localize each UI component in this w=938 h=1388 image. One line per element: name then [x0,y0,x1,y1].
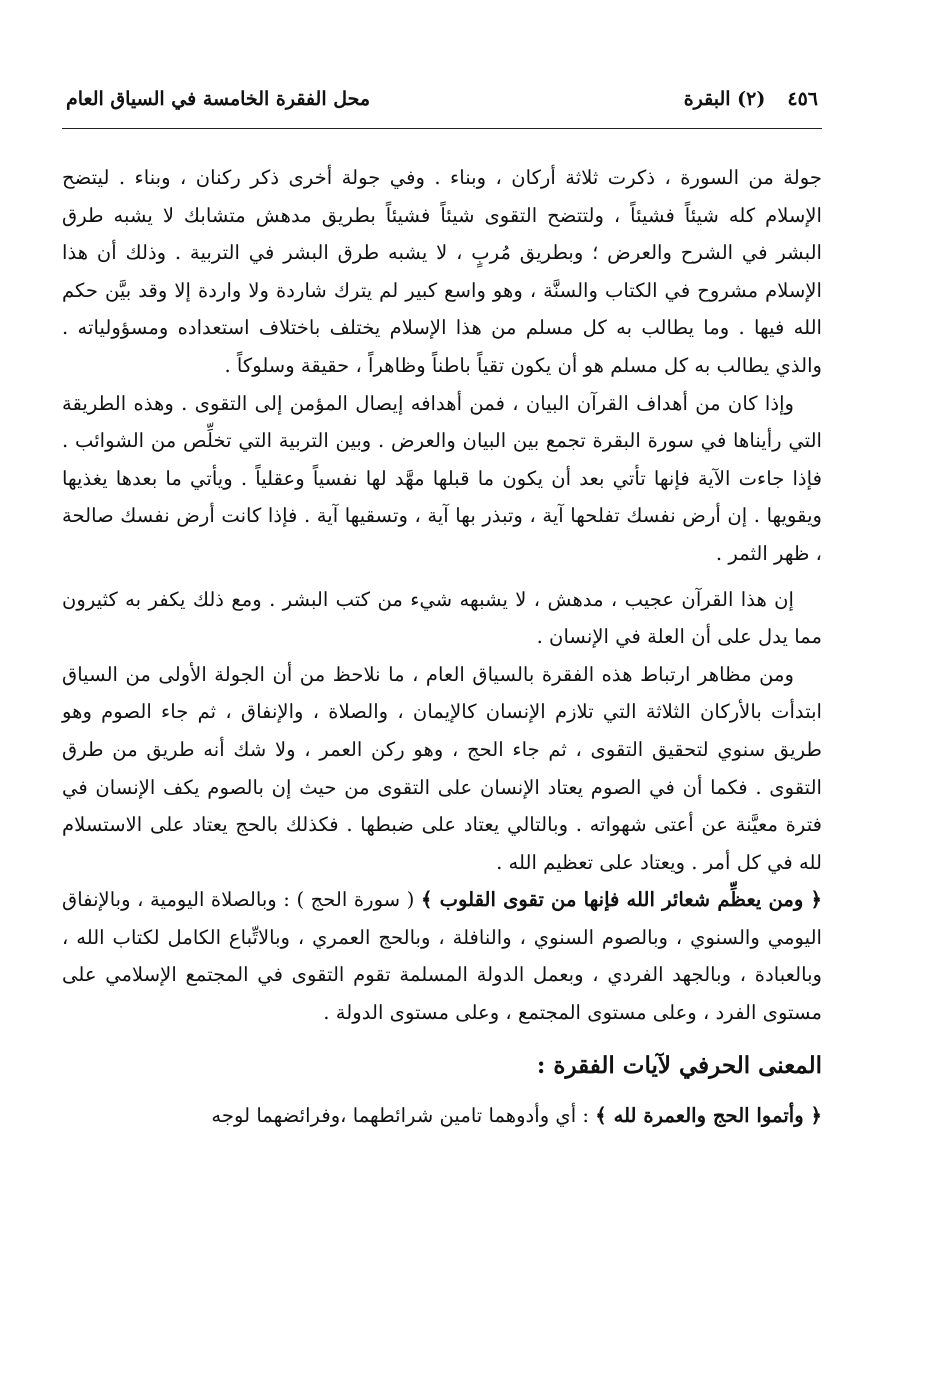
section-heading: المعنى الحرفي لآيات الفقرة : [536,1051,822,1079]
book-page [62,88,822,1138]
paragraph-5-text: ( سورة الحج ) : وبالصلاة اليومية ، وبالإنفاق اليومي والسنوي ، وبالصوم السنوي ، والنافلة ، وبالحج العمري ، وبالاتِّباع الكامل لكتاب الله ، وبالعبادة ، وبالجهد الفردي ، وبعمل الدولة المسلمة تقوم التقوى في المجتمع الإسلامي على مستوى الفرد ، وعلى مستوى المجتمع ، وعلى مستوى الدولة . [62,888,822,1025]
section-text: : أي وأدوهما تامين شرائطهما ،وفرائضهما لوجه [211,1103,590,1127]
paragraph-4: ومن مظاهر ارتباط هذه الفقرة بالسياق العام ، ما نلاحظ من أن الجولة الأولى من السياق ابتدأت بالأركان الثلاثة التي تلازم الإنسان كالإيمان ، والصلاة ، والإنفاق ، ثم جاء الصوم وهو طريق سنوي لتحقيق التقوى ، ثم جاء الحج ، وهو ركن العمر ، ولا شك أنه طريق من طرق التقوى . فكما أن في الصوم يعتاد الإنسان على التقوى من حيث إن بالصوم يكف الإنسان في فترة معيَّنة عن أعتى شهواته . وبالتالي يعتاد على ضبطها . فكذلك بالحج يعتاد على الاستسلام لله في كل أمر . ويعتاد على تعظيم الله . [62,662,822,874]
header-right [684,88,818,110]
page-body [62,159,822,1138]
quran-verse: ﴿ ومن يعظِّم شعائر الله فإنها من تقوى القلوب ﴾ [420,888,823,912]
paragraph-1: جولة من السورة ، ذكرت ثلاثة أركان ، وبناء . وفي جولة أخرى ذكر ركنان ، وبناء . ليتضح الإسلام كله شيئاً فشيئاً ، ولتتضح التقوى شيئاً فشيئاً بطريق مدهش متشابك لا يشبه طرق البشر في الشرح والعرض ؛ وبطريق مُربٍ ، لا يشبه طرق البشر في التربية . وذلك أن هذا الإسلام مشروح في الكتاب والسنَّة ، وهو واسع كبير لم يترك شاردة ولا واردة إلا وقد بيَّن حكم الله فيها . وما يطالب به كل مسلم من هذا الإسلام يختلف باختلاف استعداده ومسؤولياته . والذي يطالب به كل مسلم هو أن يكون تقياً باطناً وظاهراً ، حقيقة وسلوكاً . [62,166,822,377]
page-number: ٤٥٦ [787,88,818,110]
header-title: محل الفقرة الخامسة في السياق العام [66,88,371,110]
paragraph-5 [62,881,822,1031]
section-first-line [62,1094,822,1138]
paragraph-2: وإذا كان من أهداف القرآن البيان ، فمن أهدافه إيصال المؤمن إلى التقوى . وهذه الطريقة التي رأيناها في سورة البقرة تجمع بين البيان والعرض . وبين التربية التي تخلِّص من الشوائب . فإذا جاءت الآية فإنها تأتي بعد أن يكون ما قبلها مهَّد لها نفسياً وعقلياً . ويأتي ما بعدها يغذيها ويقويها . إن أرض نفسك تفلحها آية ، وتبذر بها آية ، وتسقيها آية . فإذا كانت أرض نفسك صالحة ، ظهر الثمر . [62,391,822,565]
chapter-label: (٢) البقرة [683,88,766,110]
section-verse: ﴿ وأتموا الحج والعمرة لله ﴾ [595,1103,822,1127]
running-header [62,88,822,129]
paragraph-3: إن هذا القرآن عجيب ، مدهش ، لا يشبهه شيء من كتب البشر . ومع ذلك يكفر به كثيرون مما يدل على أن العلة في الإنسان . [62,587,822,649]
